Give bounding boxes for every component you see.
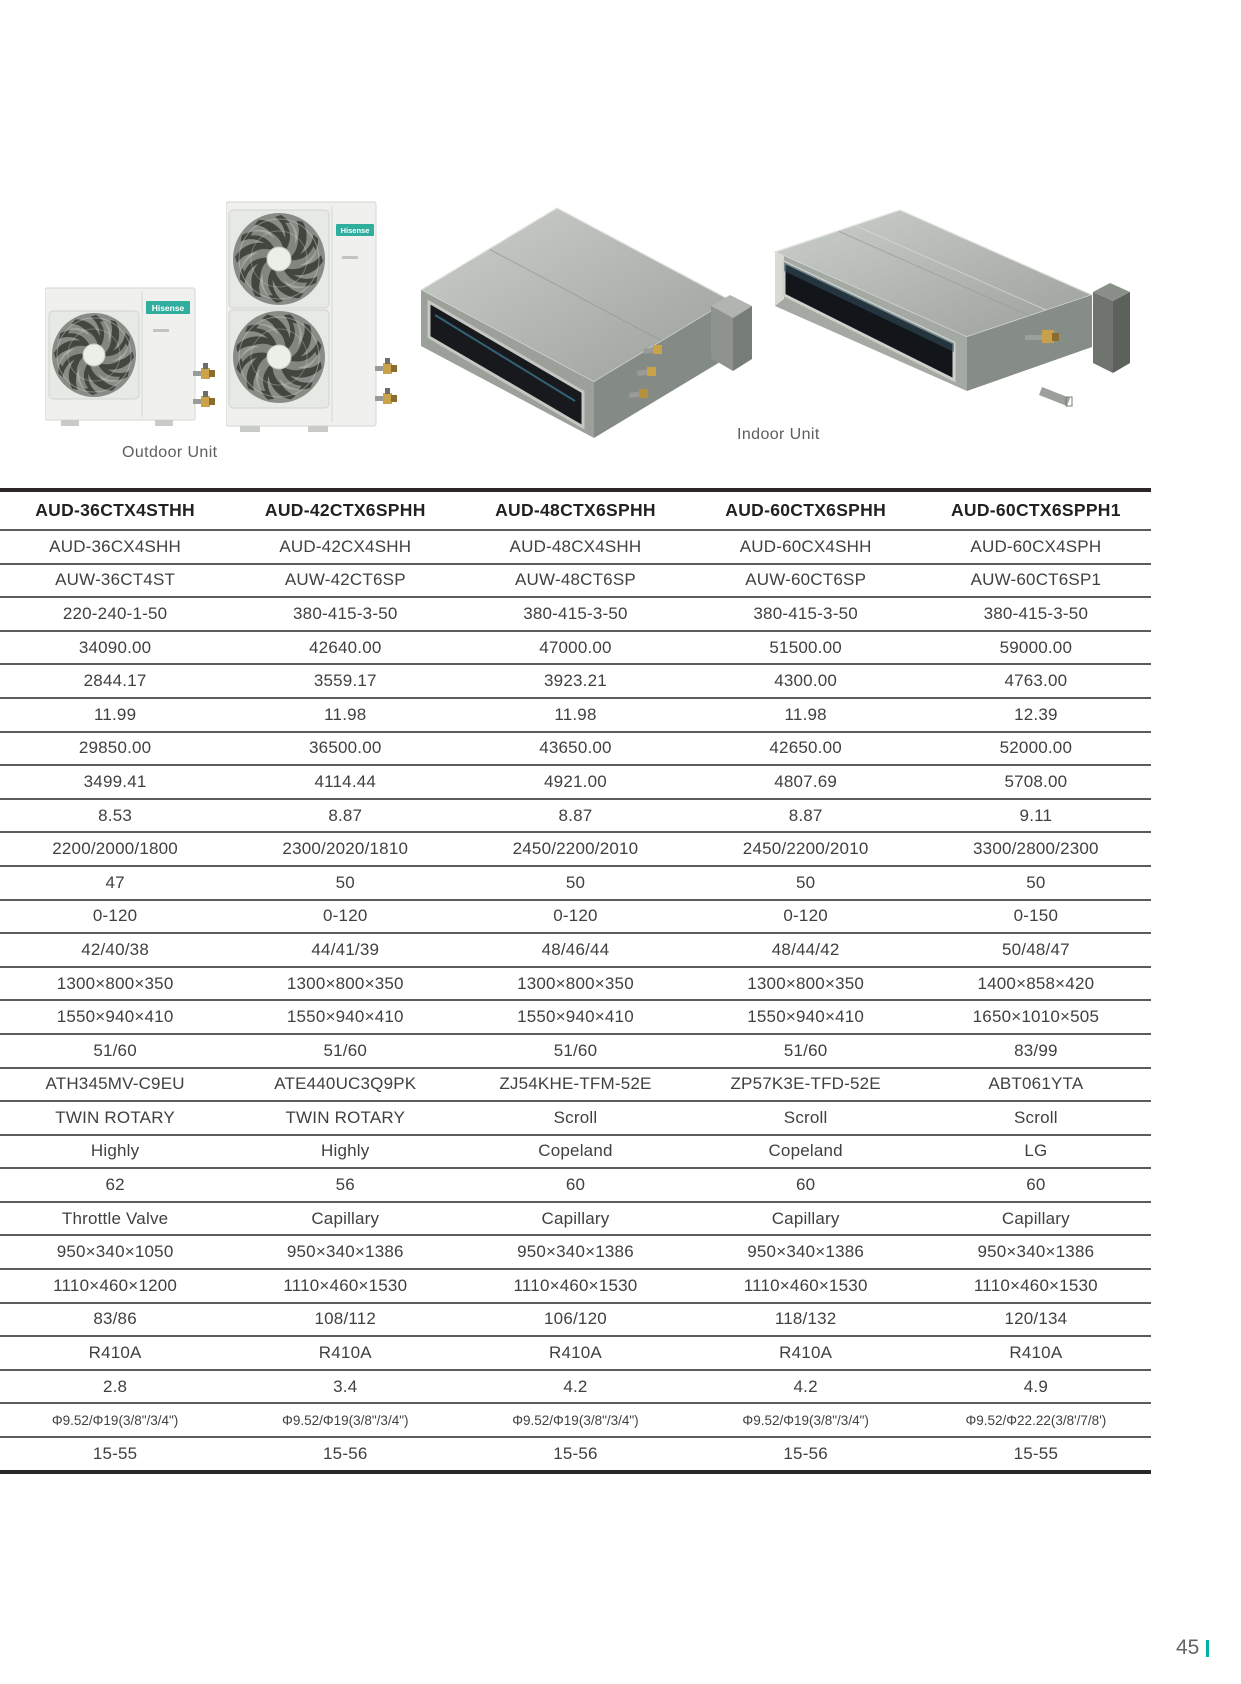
unit-foot xyxy=(308,426,328,432)
table-cell: 0-120 xyxy=(460,900,690,934)
table-cell: 15-56 xyxy=(230,1437,460,1472)
service-valve xyxy=(375,358,397,374)
table-cell: 118/132 xyxy=(691,1303,921,1337)
hisense-logo-text: Hisense xyxy=(340,226,370,235)
table-cell: ATE440UC3Q9PK xyxy=(230,1068,460,1102)
table-cell: 4300.00 xyxy=(691,664,921,698)
table-row xyxy=(0,1403,1151,1437)
table-cell: 42/40/38 xyxy=(0,933,230,967)
table-cell: 47 xyxy=(0,866,230,900)
outdoor-unit-label: Outdoor Unit xyxy=(122,444,218,461)
table-cell: 108/112 xyxy=(230,1303,460,1337)
table-cell: 2200/2000/1800 xyxy=(0,832,230,866)
table-cell: 950×340×1386 xyxy=(921,1235,1151,1269)
table-cell: 4.9 xyxy=(921,1370,1151,1404)
table-row xyxy=(0,564,1151,598)
table-cell: 0-120 xyxy=(691,900,921,934)
drain-pipe xyxy=(1039,387,1070,406)
table-cell: Φ9.52/Φ19(3/8"/3/4") xyxy=(460,1403,690,1437)
table-cell: 106/120 xyxy=(460,1303,690,1337)
service-valve xyxy=(193,363,215,379)
table-row xyxy=(0,664,1151,698)
table-cell: 15-55 xyxy=(0,1437,230,1472)
table-row xyxy=(0,1269,1151,1303)
table-cell: 1550×940×410 xyxy=(691,1000,921,1034)
table-cell: 51/60 xyxy=(230,1034,460,1068)
table-cell: AUW-60CT6SP1 xyxy=(921,564,1151,598)
table-cell: ABT061YTA xyxy=(921,1068,1151,1102)
table-row xyxy=(0,866,1151,900)
table-cell: 3.4 xyxy=(230,1370,460,1404)
table-cell: Capillary xyxy=(460,1202,690,1236)
table-row xyxy=(0,631,1151,665)
table-cell: 42640.00 xyxy=(230,631,460,665)
table-row xyxy=(0,1135,1151,1169)
table-cell: 4807.69 xyxy=(691,765,921,799)
table-cell: Capillary xyxy=(691,1202,921,1236)
table-cell: R410A xyxy=(921,1336,1151,1370)
table-row xyxy=(0,900,1151,934)
table-cell: LG xyxy=(921,1135,1151,1169)
table-cell: 42650.00 xyxy=(691,732,921,766)
table-cell: 56 xyxy=(230,1168,460,1202)
table-row xyxy=(0,1437,1151,1472)
indoor-unit-large-body xyxy=(775,210,1130,406)
table-cell: Copeland xyxy=(460,1135,690,1169)
table-cell: 1550×940×410 xyxy=(460,1000,690,1034)
indoor-unit-medium-body xyxy=(421,208,752,438)
table-cell: 29850.00 xyxy=(0,732,230,766)
table-cell: 3499.41 xyxy=(0,765,230,799)
table-cell: 4921.00 xyxy=(460,765,690,799)
table-cell: 3559.17 xyxy=(230,664,460,698)
table-cell: AUW-60CT6SP xyxy=(691,564,921,598)
specifications-table xyxy=(0,488,1151,1474)
page-accent-bar xyxy=(1206,1640,1209,1657)
table-cell: 1550×940×410 xyxy=(0,1000,230,1034)
column-header: AUD-60CTX6SPHH xyxy=(725,500,887,520)
table-cell: 50 xyxy=(691,866,921,900)
table-cell: 15-56 xyxy=(691,1437,921,1472)
table-row xyxy=(0,1168,1151,1202)
table-cell: 60 xyxy=(460,1168,690,1202)
indoor-unit-large-image xyxy=(742,195,1137,450)
service-valve xyxy=(193,391,215,407)
table-cell: Φ9.52/Φ19(3/8"/3/4") xyxy=(230,1403,460,1437)
table-cell: AUD-60CX4SPH xyxy=(921,530,1151,564)
table-row xyxy=(0,1370,1151,1404)
table-cell: AUD-60CX4SHH xyxy=(691,530,921,564)
table-row xyxy=(0,799,1151,833)
table-cell: 11.98 xyxy=(230,698,460,732)
table-cell: 50/48/47 xyxy=(921,933,1151,967)
table-cell: ZJ54KHE-TFM-52E xyxy=(460,1068,690,1102)
table-cell: R410A xyxy=(691,1336,921,1370)
table-cell: 2450/2200/2010 xyxy=(691,832,921,866)
table-cell: 0-120 xyxy=(0,900,230,934)
table-cell: 1300×800×350 xyxy=(0,967,230,1001)
unit-foot xyxy=(240,426,260,432)
table-cell: 1110×460×1530 xyxy=(230,1269,460,1303)
table-cell: Scroll xyxy=(460,1101,690,1135)
table-cell: 1650×1010×505 xyxy=(921,1000,1151,1034)
table-cell: 1400×858×420 xyxy=(921,967,1151,1001)
table-cell: 950×340×1386 xyxy=(460,1235,690,1269)
table-cell: 950×340×1386 xyxy=(691,1235,921,1269)
outdoor-unit-small-image xyxy=(45,287,220,427)
table-cell: 8.53 xyxy=(0,799,230,833)
table-cell: 2450/2200/2010 xyxy=(460,832,690,866)
table-cell: 83/86 xyxy=(0,1303,230,1337)
column-header: AUD-48CTX6SPHH xyxy=(495,500,656,520)
table-cell: Φ9.52/Φ22.22(3/8'/7/8') xyxy=(921,1403,1151,1437)
table-cell: Φ9.52/Φ19(3/8"/3/4") xyxy=(0,1403,230,1437)
table-cell: Highly xyxy=(230,1135,460,1169)
table-row xyxy=(0,1000,1151,1034)
table-row xyxy=(0,933,1151,967)
table-cell: ATH345MV-C9EU xyxy=(0,1068,230,1102)
table-row xyxy=(0,597,1151,631)
outdoor-unit-large-image xyxy=(226,200,400,436)
table-cell: 220-240-1-50 xyxy=(0,597,230,631)
table-cell: Scroll xyxy=(691,1101,921,1135)
hisense-logo-text: Hisense xyxy=(151,303,185,313)
table-cell: 1110×460×1200 xyxy=(0,1269,230,1303)
table-cell: 1110×460×1530 xyxy=(460,1269,690,1303)
electrical-box xyxy=(1093,283,1130,373)
table-cell: R410A xyxy=(0,1336,230,1370)
table-cell: 51/60 xyxy=(460,1034,690,1068)
table-row xyxy=(0,1068,1151,1102)
column-header: AUD-36CTX4STHH xyxy=(35,500,195,520)
table-row xyxy=(0,698,1151,732)
table-cell: 34090.00 xyxy=(0,631,230,665)
table-row xyxy=(0,1034,1151,1068)
unit-foot xyxy=(155,420,173,426)
table-cell: 4114.44 xyxy=(230,765,460,799)
table-cell: 51500.00 xyxy=(691,631,921,665)
table-cell: 5708.00 xyxy=(921,765,1151,799)
table-cell: 48/44/42 xyxy=(691,933,921,967)
table-row xyxy=(0,732,1151,766)
table-cell: 380-415-3-50 xyxy=(460,597,690,631)
table-cell: 0-120 xyxy=(230,900,460,934)
table-row xyxy=(0,530,1151,564)
table-row xyxy=(0,765,1151,799)
table-cell: 2844.17 xyxy=(0,664,230,698)
table-cell: Scroll xyxy=(921,1101,1151,1135)
table-cell: 8.87 xyxy=(460,799,690,833)
page-number-text: 45 xyxy=(1176,1636,1200,1659)
table-cell: 50 xyxy=(921,866,1151,900)
table-cell: 1300×800×350 xyxy=(691,967,921,1001)
table-cell: Capillary xyxy=(921,1202,1151,1236)
table-row xyxy=(0,1303,1151,1337)
table-cell: 8.87 xyxy=(230,799,460,833)
outdoor-unit-large-body xyxy=(226,202,397,432)
table-cell: 2.8 xyxy=(0,1370,230,1404)
table-row xyxy=(0,1101,1151,1135)
table-cell: Highly xyxy=(0,1135,230,1169)
hisense-logo xyxy=(146,301,190,314)
table-cell: 1550×940×410 xyxy=(230,1000,460,1034)
table-cell: R410A xyxy=(460,1336,690,1370)
table-row xyxy=(0,1235,1151,1269)
table-cell: 380-415-3-50 xyxy=(921,597,1151,631)
table-cell: 36500.00 xyxy=(230,732,460,766)
table-cell: 83/99 xyxy=(921,1034,1151,1068)
table-cell: 4.2 xyxy=(691,1370,921,1404)
table-cell: ZP57K3E-TFD-52E xyxy=(691,1068,921,1102)
table-cell: AUW-48CT6SP xyxy=(460,564,690,598)
table-cell: Φ9.52/Φ19(3/8"/3/4") xyxy=(691,1403,921,1437)
table-cell: AUW-42CT6SP xyxy=(230,564,460,598)
table-cell: 120/134 xyxy=(921,1303,1151,1337)
table-cell: 4.2 xyxy=(460,1370,690,1404)
table-row xyxy=(0,1202,1151,1236)
table-cell: 380-415-3-50 xyxy=(230,597,460,631)
table-cell: TWIN ROTARY xyxy=(230,1101,460,1135)
indoor-unit-label: Indoor Unit xyxy=(737,426,820,443)
table-cell: 950×340×1386 xyxy=(230,1235,460,1269)
table-cell: 1110×460×1530 xyxy=(691,1269,921,1303)
inverter-mark xyxy=(153,329,169,332)
indoor-unit-medium-image xyxy=(415,203,760,443)
drain-pipe-end xyxy=(1066,397,1072,406)
table-cell: 3923.21 xyxy=(460,664,690,698)
table-cell: Copeland xyxy=(691,1135,921,1169)
table-cell: 950×340×1050 xyxy=(0,1235,230,1269)
table-cell: 11.99 xyxy=(0,698,230,732)
inverter-mark xyxy=(342,256,358,259)
table-cell: 48/46/44 xyxy=(460,933,690,967)
table-cell: 51/60 xyxy=(691,1034,921,1068)
table-cell: AUW-36CT4ST xyxy=(0,564,230,598)
table-row xyxy=(0,967,1151,1001)
unit-foot xyxy=(61,420,79,426)
table-row xyxy=(0,832,1151,866)
table-row xyxy=(0,1336,1151,1370)
table-cell: Capillary xyxy=(230,1202,460,1236)
table-cell: 1300×800×350 xyxy=(230,967,460,1001)
table-cell: 62 xyxy=(0,1168,230,1202)
table-cell: 0-150 xyxy=(921,900,1151,934)
table-cell: 44/41/39 xyxy=(230,933,460,967)
table-cell: 11.98 xyxy=(460,698,690,732)
table-cell: 50 xyxy=(230,866,460,900)
table-cell: 9.11 xyxy=(921,799,1151,833)
table-cell: R410A xyxy=(230,1336,460,1370)
table-cell: Throttle Valve xyxy=(0,1202,230,1236)
table-cell: 3300/2800/2300 xyxy=(921,832,1151,866)
table-cell: AUD-48CX4SHH xyxy=(460,530,690,564)
table-cell: 47000.00 xyxy=(460,631,690,665)
table-cell: 50 xyxy=(460,866,690,900)
table-cell: 4763.00 xyxy=(921,664,1151,698)
table-cell: 8.87 xyxy=(691,799,921,833)
table-cell: AUD-36CX4SHH xyxy=(0,530,230,564)
table-cell: 2300/2020/1810 xyxy=(230,832,460,866)
table-cell: 15-56 xyxy=(460,1437,690,1472)
table-cell: 11.98 xyxy=(691,698,921,732)
table-header-row xyxy=(0,490,1151,530)
column-header: AUD-42CTX6SPHH xyxy=(264,500,426,520)
hisense-logo xyxy=(336,224,374,236)
table-cell: 43650.00 xyxy=(460,732,690,766)
spec-table-body xyxy=(0,530,1151,1472)
table-cell: 1110×460×1530 xyxy=(921,1269,1151,1303)
outdoor-unit-small-body xyxy=(45,288,215,426)
table-cell: 59000.00 xyxy=(921,631,1151,665)
table-cell: 1300×800×350 xyxy=(460,967,690,1001)
table-cell: 12.39 xyxy=(921,698,1151,732)
table-cell: 15-55 xyxy=(921,1437,1151,1472)
table-cell: 60 xyxy=(691,1168,921,1202)
table-cell: TWIN ROTARY xyxy=(0,1101,230,1135)
table-cell: AUD-42CX4SHH xyxy=(230,530,460,564)
page-number xyxy=(1176,1636,1209,1660)
service-valve xyxy=(375,388,397,404)
table-cell: 380-415-3-50 xyxy=(691,597,921,631)
table-cell: 60 xyxy=(921,1168,1151,1202)
table-cell: 52000.00 xyxy=(921,732,1151,766)
column-header: AUD-60CTX6SPPH1 xyxy=(950,500,1121,520)
table-cell: 51/60 xyxy=(0,1034,230,1068)
